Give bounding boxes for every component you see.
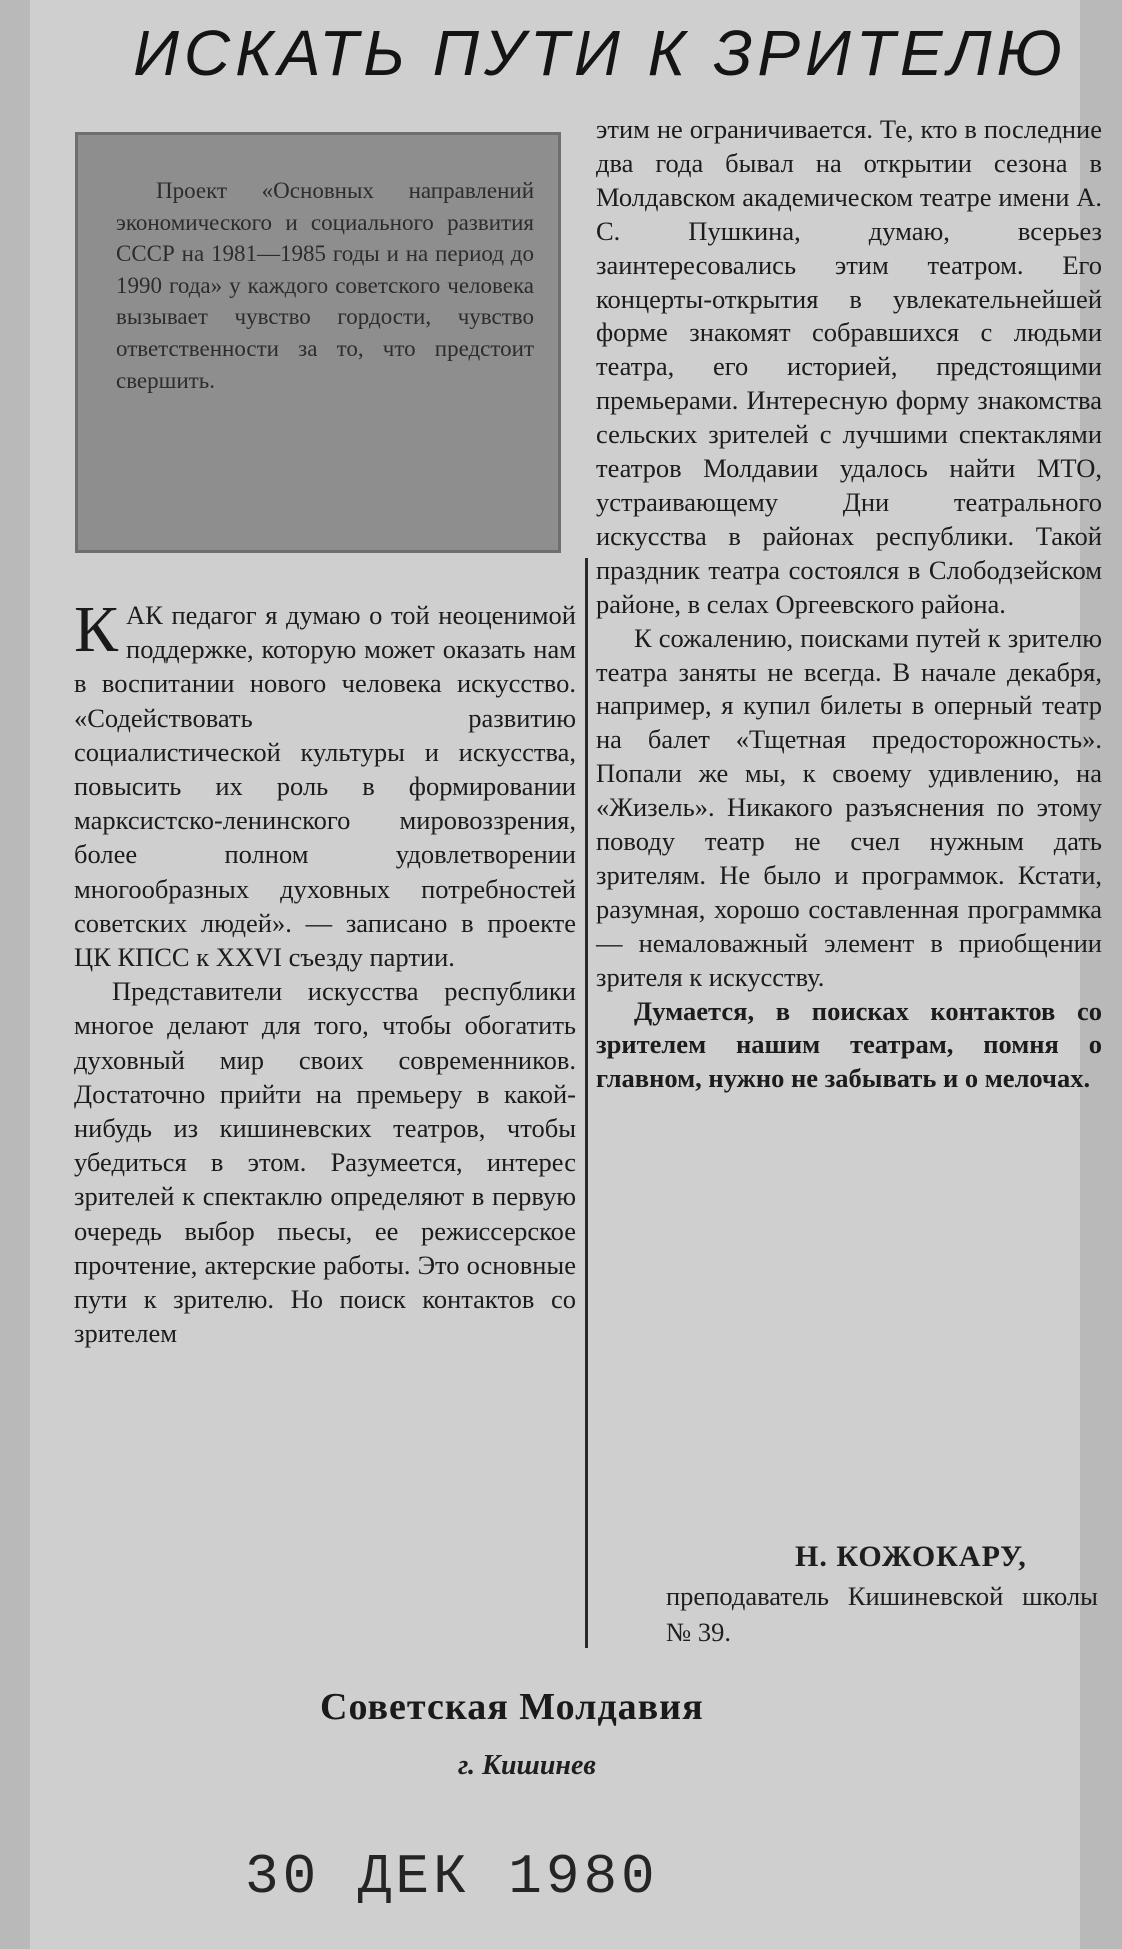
left-column <box>74 593 576 1350</box>
right-column <box>596 113 1102 1096</box>
right-paragraph-2: К сожалению, поисками путей к зрителю театра заняты не всегда. В начале декабря, например, я купил билеты в оперный театр на балет «Тщетная предосторожность». Попали же мы, к своему удивлению, на «Жизель». Никакого разъяснения по этому поводу театр не счел нужным дать зрителям. Не было и программок. Кстати, разумная, хорошо составленная программка — немаловажный элемент в приобщении зрителя к искусству. <box>596 622 1102 992</box>
right-paragraph-3: Думается, в поисках контактов со зрителем нашим театрам, помня о главном, нужно не забывать и о мелочах. <box>596 995 1102 1094</box>
newspaper-name: Советская Молдавия <box>320 1686 704 1728</box>
drop-cap: К <box>74 593 119 666</box>
lead-text: Проект «Основных направлений экономического и социального развития СССР на 1981—1985 годы и на период до 1990 года» у каждого советского человека вызывает чувство гордости, чувство ответственности за то, что предстоит свершить. <box>116 178 534 393</box>
article-headline: ИСКАТЬ ПУТИ К ЗРИТЕЛЮ <box>133 17 1067 89</box>
left-paragraph-2: Представители искусства республики многое делают для того, чтобы обогатить духовный мир своих современников. Достаточно прийти на премьеру в какой-нибудь из кишиневских театров, чтобы убедиться в этом. Разумеется, интерес зрителей к спектаклю определяют в первую очередь выбор пьесы, ее режиссерское прочтение, актерские работы. Это основные пути к зрителю. Но поиск контактов со зрителем <box>74 976 576 1349</box>
column-divider <box>585 558 588 1648</box>
date-stamp: 30 ДЕК 1980 <box>245 1845 659 1909</box>
left-paragraph-1: АК педагог я думаю о той неоценимой поддержке, которую может оказать нам в воспитании нового человека искусство. «Содействовать развитию социалистической культуры и искусства, повысить их роль в формировании марксистско-ленинского мировоззрения, более полном удовлетворении многообразных духовных потребностей советских людей». — записано в проекте ЦК КПСС к XXVI съезду партии. <box>74 600 576 973</box>
lead-box <box>78 135 558 550</box>
right-paragraph-1: этим не ограничивается. Те, кто в последние два года бывал на открытии сезона в Молдавском академическом театре имени А. С. Пушкина, думаю, всерьез заинтересовались этим театром. Его концерты-открытия в увлекательнейшей форме знакомят собравшихся с людьми театра, его историей, предстоящими премьерами. Интересную форму знакомства сельских зрителей с лучшими спектаклями театров Молдавии удалось найти МТО, устраивающему Дни театрального искусства в районах республики. Такой праздник театра состоялся в Слободзейском районе, в селах Оргеевского района. <box>596 114 1102 619</box>
author-title: преподаватель Кишиневской школы № 39. <box>666 1581 1098 1647</box>
newspaper-clipping <box>30 0 1102 1949</box>
author-name: Н. КОЖОКАРУ, <box>795 1540 1027 1573</box>
newspaper-city: г. Кишинев <box>458 1750 596 1781</box>
